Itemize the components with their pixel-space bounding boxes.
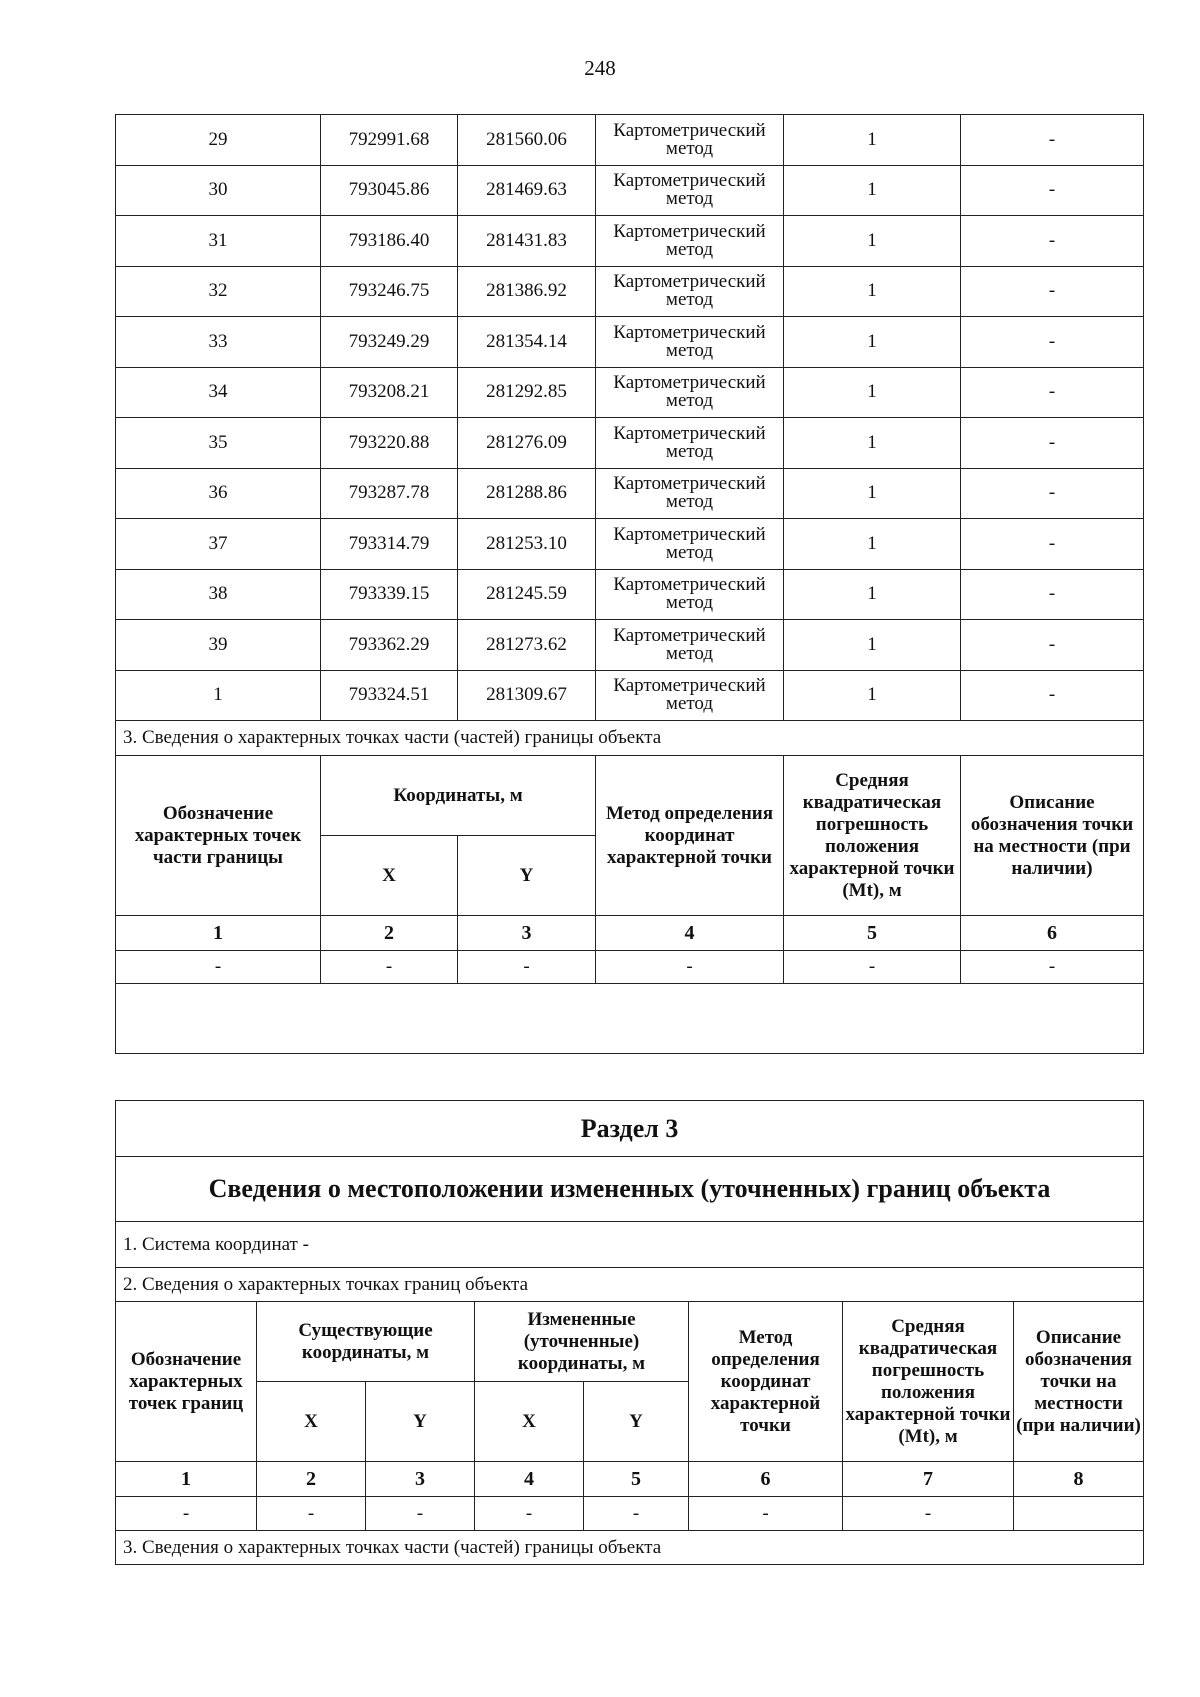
empty-cell: - bbox=[116, 1497, 257, 1531]
y-cell: 281273.62 bbox=[458, 620, 596, 671]
x-cell: 793186.40 bbox=[321, 216, 458, 267]
point-cell: 30 bbox=[116, 165, 321, 216]
error-cell: 1 bbox=[784, 670, 961, 721]
empty-cell: - bbox=[843, 1497, 1014, 1531]
s3-header-existing-x: X bbox=[257, 1382, 366, 1462]
error-cell: 1 bbox=[784, 418, 961, 469]
point-cell: 37 bbox=[116, 519, 321, 570]
desc-cell: - bbox=[961, 418, 1144, 469]
table-row bbox=[116, 519, 1144, 570]
method-cell: Картометрический метод bbox=[596, 367, 784, 418]
column-number: 8 bbox=[1014, 1462, 1144, 1497]
y-cell: 281292.85 bbox=[458, 367, 596, 418]
y-cell: 281288.86 bbox=[458, 468, 596, 519]
empty-cell: - bbox=[961, 951, 1144, 984]
y-cell: 281469.63 bbox=[458, 165, 596, 216]
column-numbers-row bbox=[116, 916, 1144, 951]
y-cell: 281245.59 bbox=[458, 569, 596, 620]
desc-cell: - bbox=[961, 468, 1144, 519]
header-coords: Координаты, м bbox=[321, 756, 596, 836]
empty-cell: - bbox=[689, 1497, 843, 1531]
desc-cell: - bbox=[961, 670, 1144, 721]
desc-cell: - bbox=[961, 317, 1144, 368]
s3-parts-note: 3. Сведения о характерных точках части (частей) границы объекта bbox=[116, 1531, 1144, 1565]
y-cell: 281276.09 bbox=[458, 418, 596, 469]
point-cell: 38 bbox=[116, 569, 321, 620]
error-cell: 1 bbox=[784, 519, 961, 570]
point-cell: 32 bbox=[116, 266, 321, 317]
s3-header-designation: Обозначение характерных точек границ bbox=[116, 1302, 257, 1462]
x-cell: 793362.29 bbox=[321, 620, 458, 671]
method-cell: Картометрический метод bbox=[596, 569, 784, 620]
column-number: 6 bbox=[689, 1462, 843, 1497]
column-number: 3 bbox=[366, 1462, 475, 1497]
error-cell: 1 bbox=[784, 620, 961, 671]
y-cell: 281386.92 bbox=[458, 266, 596, 317]
method-cell: Картометрический метод bbox=[596, 216, 784, 267]
x-cell: 793314.79 bbox=[321, 519, 458, 570]
x-cell: 793220.88 bbox=[321, 418, 458, 469]
error-cell: 1 bbox=[784, 569, 961, 620]
column-number: 6 bbox=[961, 916, 1144, 951]
table-row bbox=[116, 165, 1144, 216]
table-row bbox=[116, 418, 1144, 469]
desc-cell: - bbox=[961, 216, 1144, 267]
parts-note: 3. Сведения о характерных точках части (частей) границы объекта bbox=[116, 721, 1144, 756]
boundary-points-body bbox=[116, 115, 1144, 721]
point-cell: 29 bbox=[116, 115, 321, 166]
s3-header-changed-x: X bbox=[475, 1382, 584, 1462]
x-cell: 792991.68 bbox=[321, 115, 458, 166]
column-number: 7 bbox=[843, 1462, 1014, 1497]
point-cell: 1 bbox=[116, 670, 321, 721]
desc-cell: - bbox=[961, 569, 1144, 620]
method-cell: Картометрический метод bbox=[596, 266, 784, 317]
section-title: Раздел 3 bbox=[116, 1101, 1144, 1157]
empty-cell bbox=[1014, 1497, 1144, 1531]
x-cell: 793045.86 bbox=[321, 165, 458, 216]
desc-cell: - bbox=[961, 115, 1144, 166]
table-row bbox=[116, 569, 1144, 620]
table-row bbox=[116, 216, 1144, 267]
empty-row bbox=[116, 951, 1144, 984]
boundary-points-table bbox=[115, 114, 1144, 1054]
header-method: Метод определения координат характерной точки bbox=[596, 756, 784, 916]
header-desc: Описание обозначения точки на местности (при наличии) bbox=[961, 756, 1144, 916]
table-row bbox=[116, 468, 1144, 519]
section-subtitle: Сведения о местоположении измененных (уточненных) границ объекта bbox=[116, 1157, 1144, 1222]
method-cell: Картометрический метод bbox=[596, 418, 784, 469]
column-number: 3 bbox=[458, 916, 596, 951]
y-cell: 281253.10 bbox=[458, 519, 596, 570]
desc-cell: - bbox=[961, 367, 1144, 418]
s3-column-numbers-row bbox=[116, 1462, 1144, 1497]
table-row bbox=[116, 115, 1144, 166]
s3-header-error: Средняя квадратическая погрешность положения характерной точки (Mt), м bbox=[843, 1302, 1014, 1462]
desc-cell: - bbox=[961, 266, 1144, 317]
empty-cell: - bbox=[475, 1497, 584, 1531]
point-cell: 31 bbox=[116, 216, 321, 267]
point-cell: 36 bbox=[116, 468, 321, 519]
header-x: X bbox=[321, 836, 458, 916]
method-cell: Картометрический метод bbox=[596, 115, 784, 166]
column-number: 2 bbox=[257, 1462, 366, 1497]
column-number: 5 bbox=[784, 916, 961, 951]
empty-cell: - bbox=[116, 951, 321, 984]
coord-system: 1. Система координат - bbox=[116, 1222, 1144, 1268]
x-cell: 793339.15 bbox=[321, 569, 458, 620]
desc-cell: - bbox=[961, 620, 1144, 671]
desc-cell: - bbox=[961, 165, 1144, 216]
y-cell: 281309.67 bbox=[458, 670, 596, 721]
s3-header-changed-y: Y bbox=[584, 1382, 689, 1462]
point-cell: 34 bbox=[116, 367, 321, 418]
x-cell: 793324.51 bbox=[321, 670, 458, 721]
empty-cell: - bbox=[584, 1497, 689, 1531]
table-row bbox=[116, 670, 1144, 721]
x-cell: 793208.21 bbox=[321, 367, 458, 418]
error-cell: 1 bbox=[784, 266, 961, 317]
y-cell: 281354.14 bbox=[458, 317, 596, 368]
empty-cell: - bbox=[784, 951, 961, 984]
error-cell: 1 bbox=[784, 165, 961, 216]
s3-header-existing-y: Y bbox=[366, 1382, 475, 1462]
s3-header-desc: Описание обозначения точки на местности (при наличии) bbox=[1014, 1302, 1144, 1462]
column-number: 4 bbox=[596, 916, 784, 951]
method-cell: Картометрический метод bbox=[596, 519, 784, 570]
blank-area bbox=[116, 984, 1144, 1054]
header-y: Y bbox=[458, 836, 596, 916]
method-cell: Картометрический метод bbox=[596, 468, 784, 519]
method-cell: Картометрический метод bbox=[596, 620, 784, 671]
empty-cell: - bbox=[257, 1497, 366, 1531]
error-cell: 1 bbox=[784, 468, 961, 519]
column-number: 1 bbox=[116, 916, 321, 951]
section3-table bbox=[115, 1100, 1144, 1565]
s3-header-method: Метод определения координат характерной точки bbox=[689, 1302, 843, 1462]
column-number: 5 bbox=[584, 1462, 689, 1497]
error-cell: 1 bbox=[784, 216, 961, 267]
s3-header-changed: Измененные (уточненные) координаты, м bbox=[475, 1302, 689, 1382]
empty-cell: - bbox=[596, 951, 784, 984]
error-cell: 1 bbox=[784, 115, 961, 166]
table-row bbox=[116, 620, 1144, 671]
table-row bbox=[116, 317, 1144, 368]
empty-cell: - bbox=[458, 951, 596, 984]
empty-cell: - bbox=[321, 951, 458, 984]
point-cell: 35 bbox=[116, 418, 321, 469]
column-number: 1 bbox=[116, 1462, 257, 1497]
points-note: 2. Сведения о характерных точках границ объекта bbox=[116, 1268, 1144, 1302]
header-designation: Обозначение характерных точек части границы bbox=[116, 756, 321, 916]
point-cell: 39 bbox=[116, 620, 321, 671]
x-cell: 793287.78 bbox=[321, 468, 458, 519]
page-number: 248 bbox=[584, 56, 616, 80]
method-cell: Картометрический метод bbox=[596, 670, 784, 721]
x-cell: 793249.29 bbox=[321, 317, 458, 368]
error-cell: 1 bbox=[784, 317, 961, 368]
y-cell: 281560.06 bbox=[458, 115, 596, 166]
method-cell: Картометрический метод bbox=[596, 165, 784, 216]
x-cell: 793246.75 bbox=[321, 266, 458, 317]
desc-cell: - bbox=[961, 519, 1144, 570]
y-cell: 281431.83 bbox=[458, 216, 596, 267]
method-cell: Картометрический метод bbox=[596, 317, 784, 368]
s3-header-existing: Существующие координаты, м bbox=[257, 1302, 475, 1382]
column-number: 4 bbox=[475, 1462, 584, 1497]
empty-cell: - bbox=[366, 1497, 475, 1531]
table-row bbox=[116, 266, 1144, 317]
column-number: 2 bbox=[321, 916, 458, 951]
header-error: Средняя квадратическая погрешность положения характерной точки (Mt), м bbox=[784, 756, 961, 916]
s3-empty-row bbox=[116, 1497, 1144, 1531]
error-cell: 1 bbox=[784, 367, 961, 418]
table-row bbox=[116, 367, 1144, 418]
point-cell: 33 bbox=[116, 317, 321, 368]
